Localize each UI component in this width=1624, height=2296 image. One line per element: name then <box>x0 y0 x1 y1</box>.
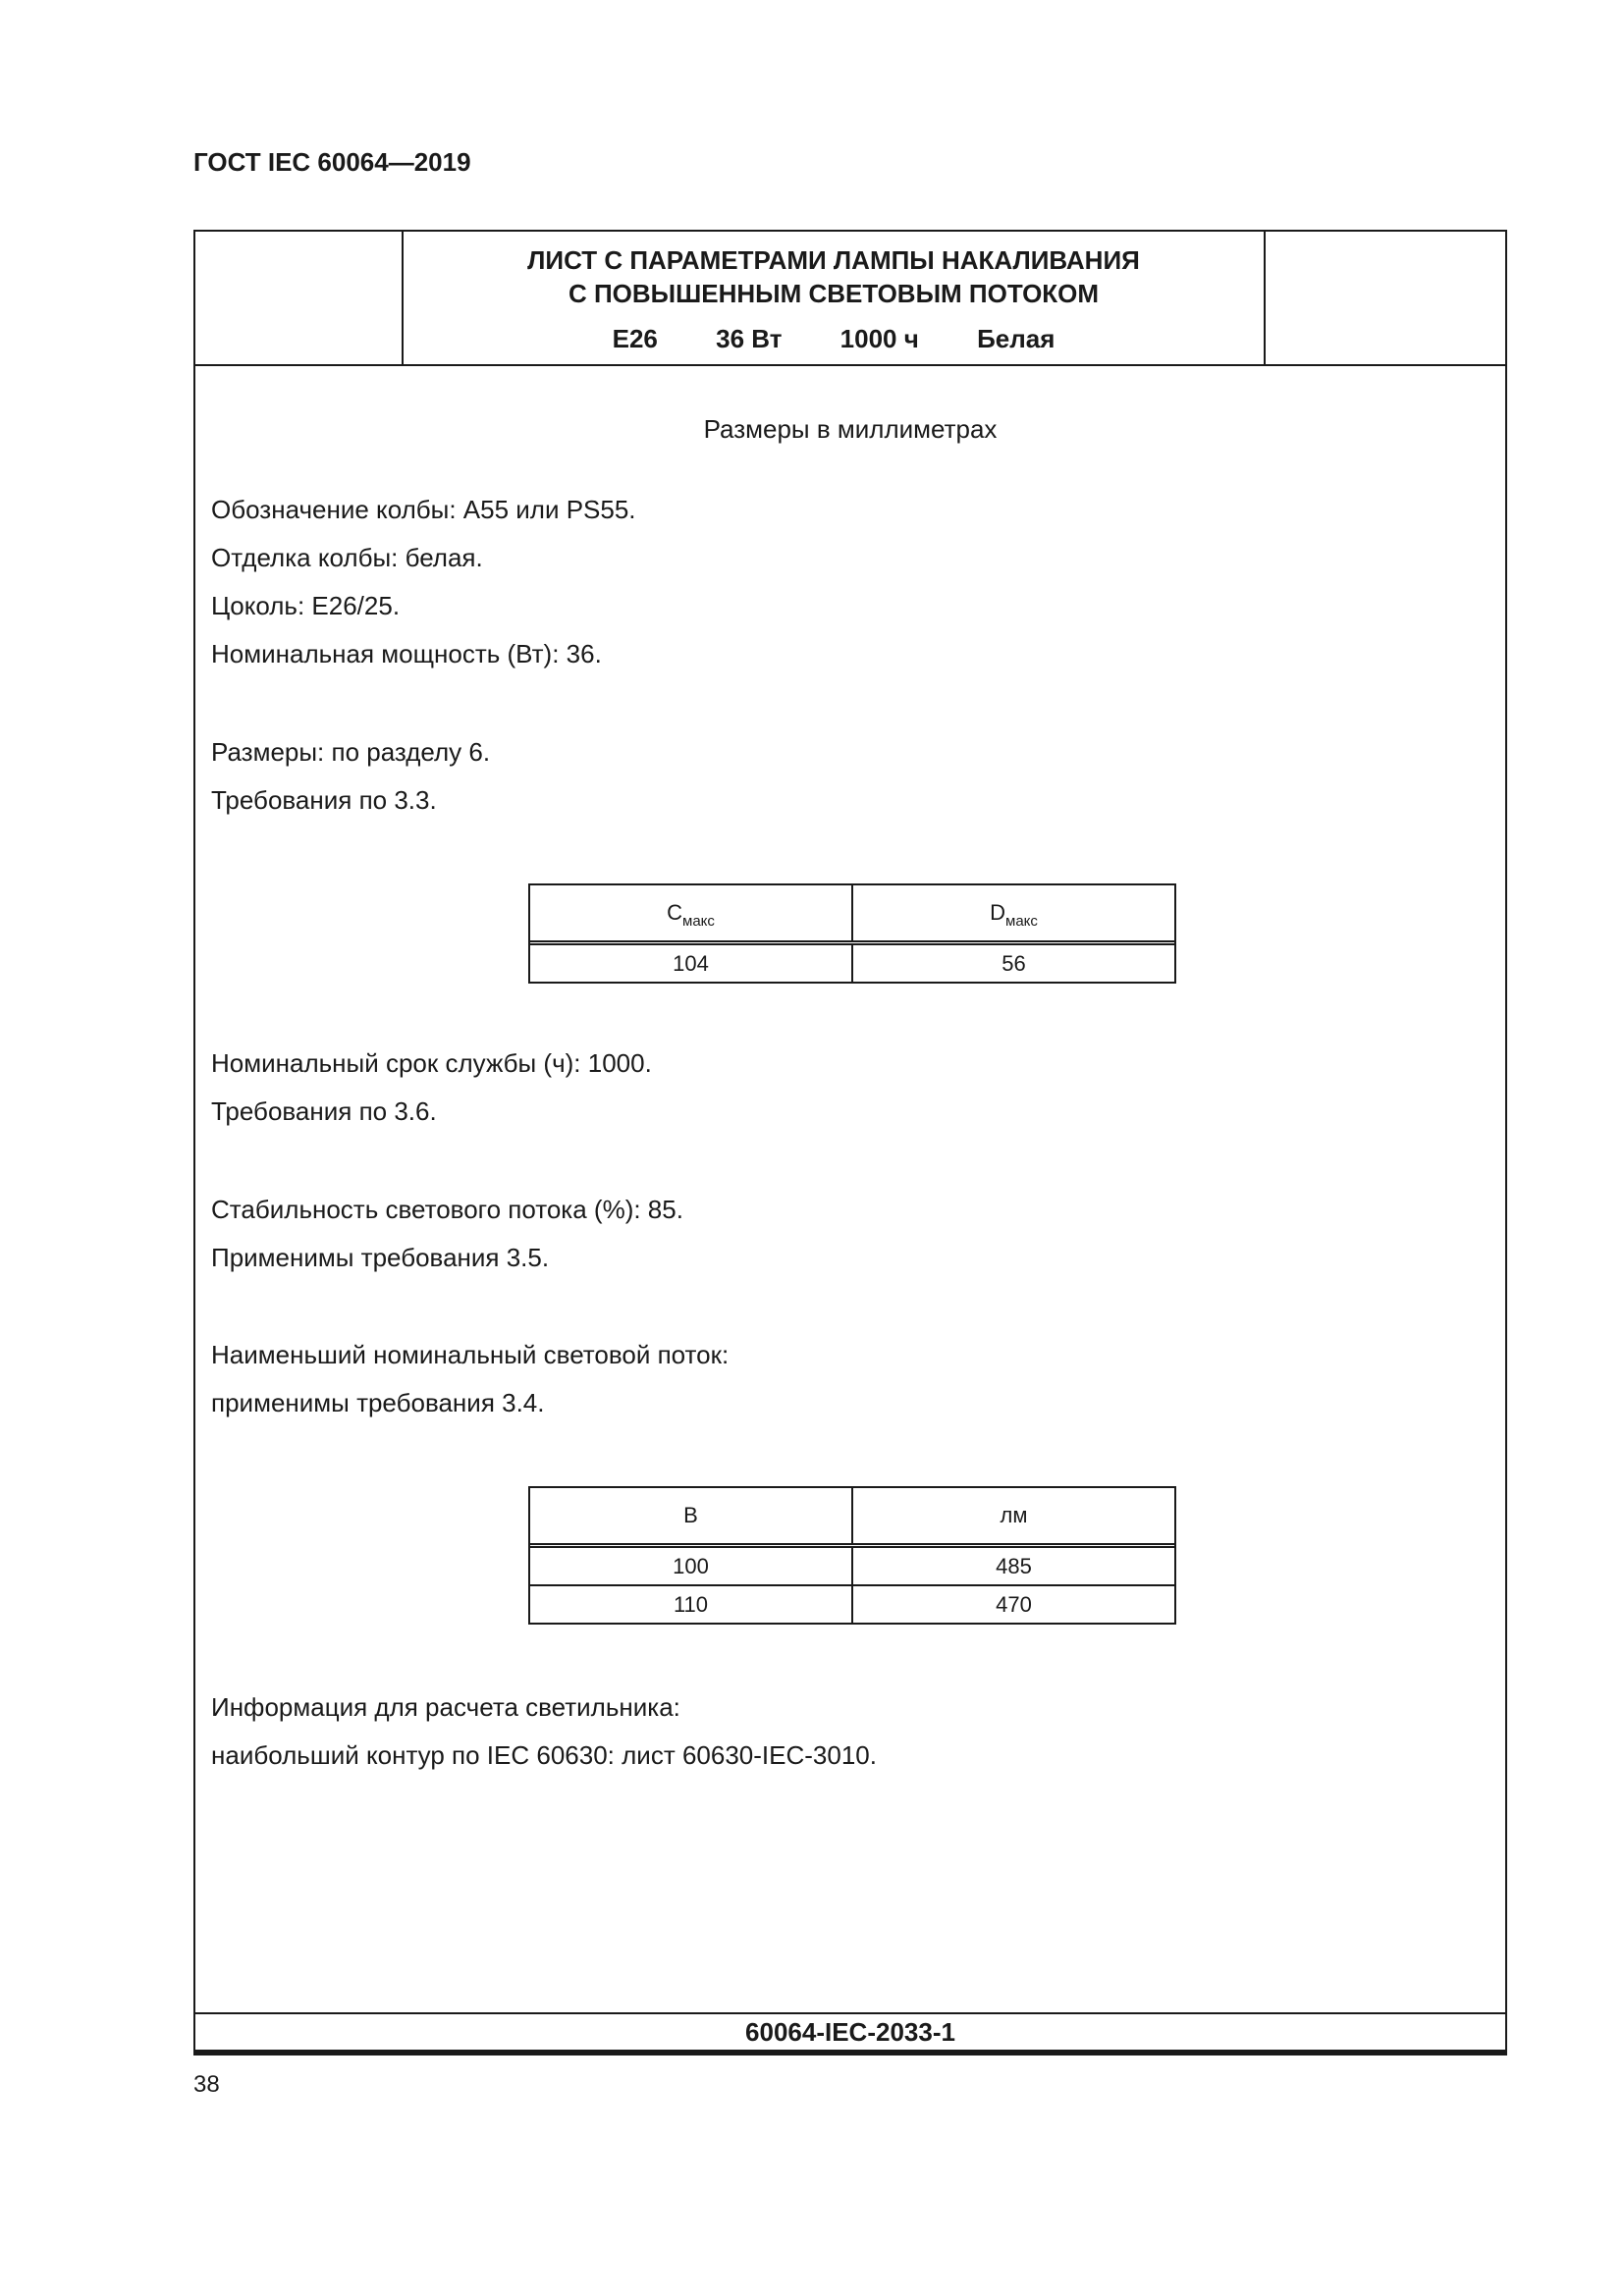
header-left-cell <box>195 232 404 364</box>
sheet-title-line1: ЛИСТ С ПАРАМЕТРАМИ ЛАМПЫ НАКАЛИВАНИЯ <box>527 245 1140 275</box>
cap-type: Цоколь: E26/25. <box>211 591 401 620</box>
units-note: Размеры в миллиметрах <box>703 414 998 444</box>
table-cell: 100 <box>673 1554 709 1578</box>
rated-life: Номинальный срок службы (ч): 1000. <box>211 1048 652 1078</box>
data-sheet-frame <box>193 230 1507 2056</box>
table-cell: 104 <box>673 951 709 976</box>
param-cap: E26 <box>612 324 658 353</box>
requirements-3-4: применимы требования 3.4. <box>211 1388 545 1417</box>
sheet-header <box>195 232 1505 366</box>
table-header-cell: лм <box>851 1488 1174 1543</box>
table-row <box>530 945 1174 982</box>
table-header-cell: В <box>683 1503 698 1527</box>
table-header-cell: $C_{макс}$ <box>667 900 715 930</box>
sheet-params <box>404 324 1264 354</box>
param-finish: Белая <box>977 324 1056 353</box>
param-life: 1000 ч <box>839 324 919 353</box>
table-cell: 110 <box>673 1592 709 1617</box>
bulb-finish: Отделка колбы: белая. <box>211 543 483 572</box>
header-title-cell <box>404 232 1264 364</box>
table-cell: 470 <box>851 1586 1174 1623</box>
dimensions-table <box>528 883 1176 984</box>
min-flux: Наименьший номинальный световой поток: <box>211 1340 730 1369</box>
max-outline: наибольший контур по IEC 60630: лист 60630-IEC-3010. <box>211 1740 877 1770</box>
lumen-maintenance: Стабильность светового потока (%): 85. <box>211 1195 683 1224</box>
dimensions-ref: Размеры: по разделу 6. <box>211 737 491 767</box>
table-header-cell: $D_{макс}$ <box>851 885 1174 940</box>
table-header-row <box>530 1488 1174 1548</box>
requirements-3-5: Применимы требования 3.5. <box>211 1243 550 1272</box>
rated-power: Номинальная мощность (Вт): 36. <box>211 639 602 668</box>
requirements-3-6: Требования по 3.6. <box>211 1096 437 1126</box>
luminaire-info: Информация для расчета светильника: <box>211 1692 680 1722</box>
sheet-title-line2: С ПОВЫШЕННЫМ СВЕТОВЫМ ПОТОКОМ <box>568 279 1100 308</box>
flux-table <box>528 1486 1176 1625</box>
bulb-designation: Обозначение колбы: А55 или PS55. <box>211 495 636 524</box>
table-cell: 56 <box>851 945 1174 982</box>
table-header-row <box>530 885 1174 945</box>
requirements-3-3: Требования по 3.3. <box>211 785 437 815</box>
sheet-footer-code: 60064-IEC-2033-1 <box>195 2012 1505 2054</box>
param-power: 36 Вт <box>716 324 783 353</box>
table-row <box>530 1548 1174 1584</box>
table-row <box>530 1584 1174 1623</box>
page-number: 38 <box>193 2071 220 2098</box>
document-code: ГОСТ IEC 60064—2019 <box>193 147 471 177</box>
table-cell: 485 <box>851 1548 1174 1584</box>
header-right-cell <box>1264 232 1505 364</box>
